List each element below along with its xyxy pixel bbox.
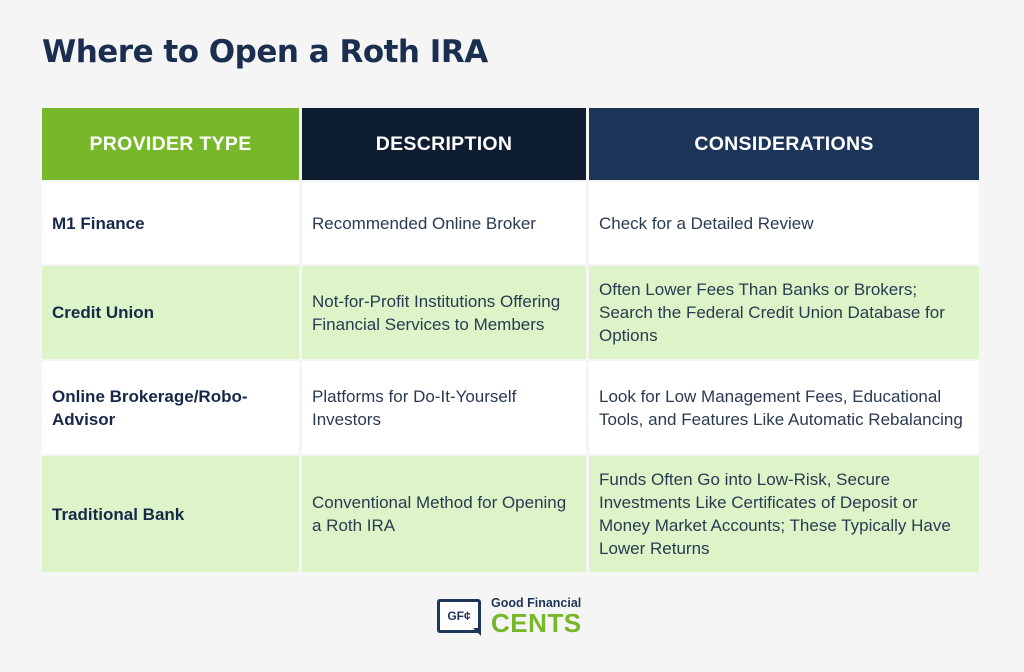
considerations-cell: Often Lower Fees Than Banks or Brokers; Search the Federal Credit Union Database for Options bbox=[589, 266, 979, 359]
logo-line-top: Good Financial bbox=[491, 596, 582, 610]
good-financial-cents-logo bbox=[437, 597, 582, 636]
provider-cell: Online Brokerage/Robo-Advisor bbox=[42, 361, 299, 454]
considerations-cell: Funds Often Go into Low-Risk, Secure Investments Like Certificates of Deposit or Money Market Accounts; These Typically Have Lower Returns bbox=[589, 456, 979, 572]
column-header-description: DESCRIPTION bbox=[302, 108, 586, 180]
considerations-cell: Look for Low Management Fees, Educational Tools, and Features Like Automatic Rebalancing bbox=[589, 361, 979, 454]
description-cell: Recommended Online Broker bbox=[302, 182, 586, 264]
description-cell: Not-for-Profit Institutions Offering Financial Services to Members bbox=[302, 266, 586, 359]
provider-cell: M1 Finance bbox=[42, 182, 299, 264]
column-header-provider-type: PROVIDER TYPE bbox=[42, 108, 299, 180]
roth-ira-provider-table bbox=[42, 108, 979, 572]
provider-cell: Credit Union bbox=[42, 266, 299, 359]
logo-wordmark bbox=[491, 597, 582, 636]
provider-cell: Traditional Bank bbox=[42, 456, 299, 572]
logo-line-bottom: CENTS bbox=[491, 607, 582, 638]
column-header-considerations: CONSIDERATIONS bbox=[589, 108, 979, 180]
page-title: Where to Open a Roth IRA bbox=[42, 34, 488, 70]
considerations-cell: Check for a Detailed Review bbox=[589, 182, 979, 264]
description-cell: Platforms for Do-It-Yourself Investors bbox=[302, 361, 586, 454]
gfc-logo-icon: GF¢ bbox=[437, 599, 481, 633]
description-cell: Conventional Method for Opening a Roth IRA bbox=[302, 456, 586, 572]
